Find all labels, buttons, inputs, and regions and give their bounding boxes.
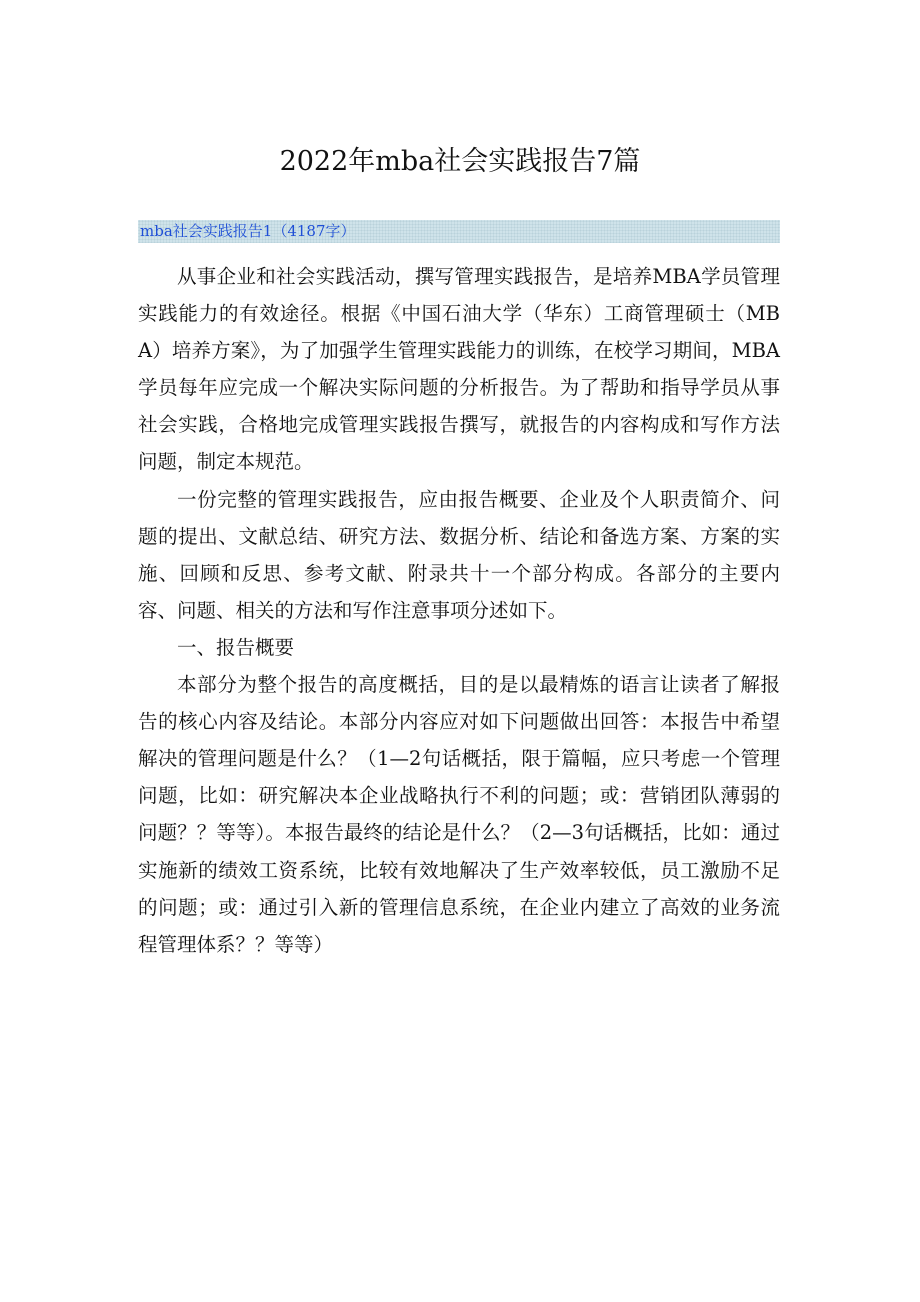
section-heading: mba社会实践报告1（4187字） bbox=[140, 222, 356, 240]
document-title: 2022年mba社会实践报告7篇 bbox=[279, 146, 641, 177]
paragraph-summary-details: 本部分为整个报告的高度概括，目的是以最精炼的语言让读者了解报告的核心内容及结论。本部分内容应对如下问题做出回答：本报告中希望解决的管理问题是什么？（1—2句话概括，限于篇幅，应只考虑一个管理问题，比如：研究解决本企业战略执行不利的问题；或：营销团队薄弱的问题？？等等）。本报告最终的结论是什么？（2—3句话概括，比如：通过实施新的绩效工资系统，比较有效地解决了生产效率较低，员工激励不足的问题；或：通过引入新的管理信息系统，在企业内建立了高效的业务流程管理体系？？等等） bbox=[138, 673, 780, 956]
document-body bbox=[138, 258, 780, 963]
section-heading-bar bbox=[138, 220, 780, 243]
subheading-report-summary: 一、报告概要 bbox=[177, 635, 295, 659]
paragraph-intro: 从事企业和社会实践活动，撰写管理实践报告，是培养MBA学员管理实践能力的有效途径。根据《中国石油大学（华东）工商管理硕士（MBA）培养方案》，为了加强学生管理实践能力的训练，在校学习期间，MBA学员每年应完成一个解决实际问题的分析报告。为了帮助和指导学员从事社会实践，合格地完成管理实践报告撰写，就报告的内容构成和写作方法问题，制定本规范。 bbox=[138, 265, 780, 474]
paragraph-structure: 一份完整的管理实践报告，应由报告概要、企业及个人职责简介、问题的提出、文献总结、研究方法、数据分析、结论和备选方案、方案的实施、回顾和反思、参考文献、附录共十一个部分构成。各部分的主要内容、问题、相关的方法和写作注意事项分述如下。 bbox=[138, 487, 780, 622]
